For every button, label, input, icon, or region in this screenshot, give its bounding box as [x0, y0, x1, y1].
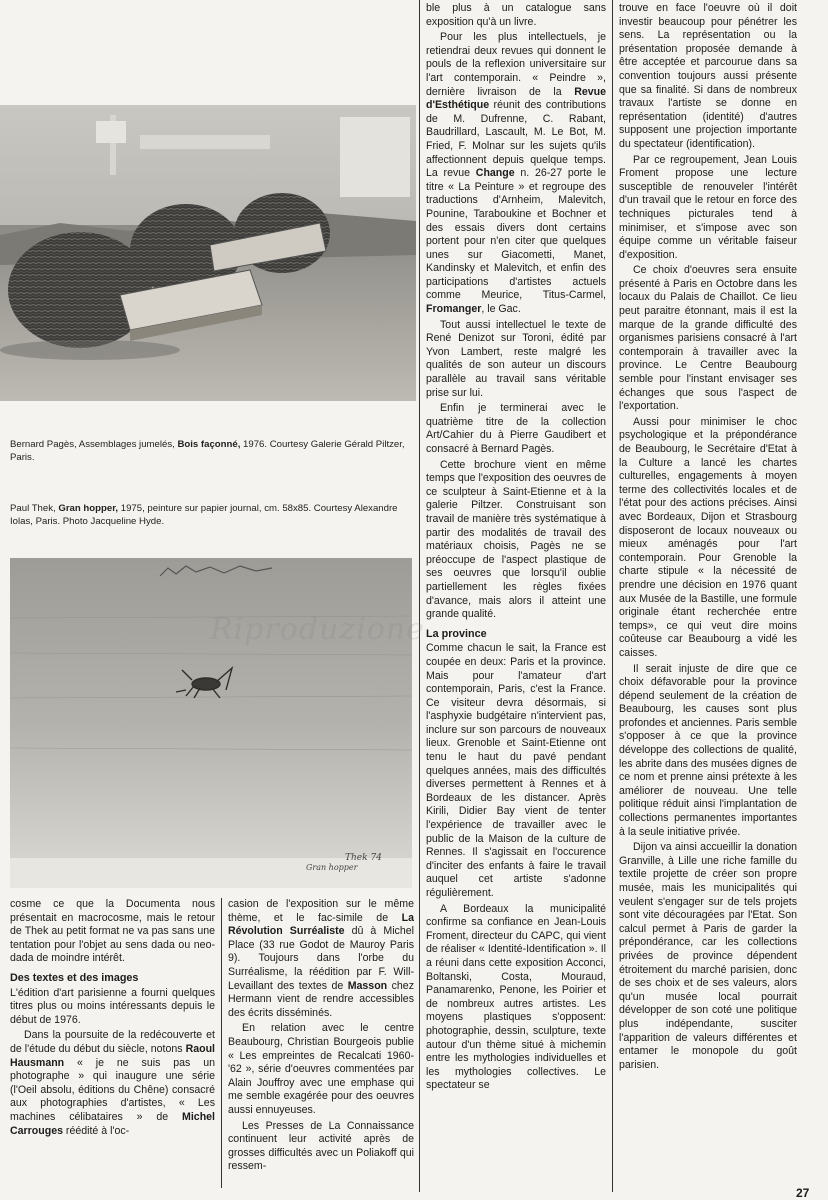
page-number: 27	[796, 1186, 810, 1200]
text-column-4	[619, 2, 797, 1192]
paragraph: Les Presses de La Connaissance continuent leur activité après de grosses difficultés avec un Poliakoff qui ressem-	[228, 1119, 414, 1173]
inscription-text: Gran hopper	[306, 863, 358, 872]
caption-title: Bois façonné,	[177, 439, 241, 450]
paragraph: ble plus à un catalogue sans exposition qu'à un livre.	[426, 2, 606, 28]
paragraph: Comme chacun le sait, la France est coupée en deux: Paris et la province. Mais pour l'amateur d'art contemporain, Paris, c'est la France. Ce visiteur devra désormais, si l'asphyxie budgétaire n'intervient pas, inclure sur son parcours de nouveaux lieux. Grenoble et Saint-Etienne ont tenu le haut du pavé pendant quelques années, mais des difficultés diverses permettent à Rennes et à Bordeaux de les distancer. Après Kirili, Didier Bay vient de tenter l'expérience de travailler avec le public de la Maison de la culture de Rennes. Il s'agissait en l'occurence d'inciter des enfants à faire le travail auquel cet artiste s'adonne régulièrement.	[426, 642, 606, 899]
photo-thek-gran-hopper	[10, 558, 412, 888]
caption-text: Bernard Pagès, Assemblages jumelés,	[10, 439, 178, 450]
caption-title: Gran hopper,	[58, 503, 119, 514]
watermark-text: Riproduzione	[210, 612, 425, 647]
signature-text: Thek 74	[345, 853, 382, 863]
section-heading-textes-images: Des textes et des images	[10, 971, 139, 984]
text-column-1	[10, 898, 215, 1190]
caption-text: 1975, peinture sur papier journal, cm. 58x85. Courtesy Alexandre Iolas, Paris. Photo Jacqueline Hyde.	[10, 503, 398, 527]
photo-thek-image	[10, 558, 412, 888]
paragraph: L'édition d'art parisienne a fourni quelques titres plus ou moins intéressants depuis le début de 1976.	[10, 986, 215, 1026]
column-divider	[419, 0, 420, 1192]
text-column-2	[228, 898, 414, 1190]
paragraph: Pour les plus intellectuels, je retiendrai deux revues qui donnent le pouls de la reflexion universitaire sur l'art contemporain. « Peindre », dernière livraison de la Revue d'Esthétique réunit des contributions de M. Dufrenne, C. Rabant, Baudrillard, Lascault, M. Le Bot, M. Fried, F. Molnar sur les sujets qu'ils affectionnent depuis quelque temps. La revue Change n. 26-27 porte le titre « La Peinture » et regroupe des traductions d'Arnheim, Malevitch, Pounine, Taraboukine et Bochner et des essais divers dont certains portent pour n'en citer que quelques unes sur Giacometti, Manet, Kandinsky et Malevitch, et enfin des participations d'artistes actuels comme Meurice, Titus-Carmel, Fromanger, le Gac.	[426, 31, 606, 316]
paragraph: trouve en face l'oeuvre où il doit investir beaucoup pour pénétrer les sens. La représentation ou la présentation proposée demande à être acceptée et parcourue dans sa convention toujours aussi présente que sa finalité. Si dans de nombreux travaux l'artiste se donne en représentation (identité) d'autres supposent une projection importante du spectateur (identification).	[619, 2, 797, 150]
paragraph: cosme ce que la Documenta nous présentait en macrocosme, mais le retour de Thek au petit format ne va pas sans une tentation pour l'objet au sens dada ou neo-dada de moindre intérêt.	[10, 898, 215, 965]
paragraph: Dans la poursuite de la redécouverte et de l'étude du début du siècle, notons Raoul Hausmann « je ne suis pas un photographe » qui inaugure une série (l'Oeil absolu, éditions du Chêne) consacré aux photographies d'artistes, « Les machines célibataires » de Michel Carrouges réédité à l'oc-	[10, 1029, 215, 1137]
caption-text: Paul Thek,	[10, 503, 59, 514]
paragraph: Aussi pour minimiser le choc psychologique et la prépondérance de Beaubourg, le Secrétaire d'Etat à la Culture a lancé les chartes culturelles, engagements à moyen terme des collectivités locales et de l'état pour des actions précises. Ainsi avec Bordeaux, Dijon et Strasbourg disposeront de locaux nouveaux ou mieux aménagés pour l'art contemporain. Pour Grenoble la charte stipule « la nécessité de prendre une décision en 1976 quant aux Musée de la Bastille, une formule originale étant recherchée entre temps», ce qui veut dire moins coûteuse car Beaubourg a vidé les caisses.	[619, 415, 797, 659]
column-divider	[221, 898, 222, 1188]
paragraph: Tout aussi intellectuel le texte de René Denizot sur Toroni, édité par Yvon Lambert, reste malgré les qualités de son auteur un discours parallèle au travail sans véritable prise sur lui.	[426, 318, 606, 399]
caption-text: 1976. Courtesy Galerie Gérald Piltzer, Paris.	[10, 439, 405, 463]
paragraph: Dijon va ainsi accueillir la donation Granville, à Lille une riche famille du textile projette de créer son propre musée, mais les municipalités qui veulent s'engager sur de tels projets sont vite découragées par l'Etat. Son calcul permet à Paris de garder la prépondérance, car les collections privées de province dépendent étroitement du marché parisien, donc de ses choix et de ses valeurs, alors qu'un musée local pourrait développer de son coté une politique plus indépendante, susciter l'apparition de valeurs différentes et entamer le monopole du goût parisien.	[619, 841, 797, 1071]
paragraph: Cette brochure vient en même temps que l'exposition des oeuvres de ce sculpteur à Saint-Etienne et à la galerie Piltzer. Construisant son travail de manière très systématique à partir des modalités de travail des matériaux choisis, Pagès ne se préoccupe de l'aspect plastique de ses oeuvres que lorsqu'il oublie partiellement les règles fixées d'avance, mais alors il atteint une grande qualité.	[426, 458, 606, 621]
paragraph: casion de l'exposition sur le même thème, et le fac-simile de La Révolution Surréaliste dû à Michel Place (33 rue Godot de Mauroy Paris 9). Toujours dans l'orbe du Surréalisme, la réédition par F. Will-Levaillant des textes de Masson chez Hermann vient de rendre accessibles des écrits disséminés.	[228, 898, 414, 1019]
paragraph: A Bordeaux la municipalité confirme sa confiance en Jean-Louis Froment, directeur du CAPC, qui vient de réaliser « Identité-Identification ». Il a réuni dans cette exposition Acconci, Boltanski, Costa, Mouraud, Panamarenko, Penone, les Poirier et de nombreux autres artistes. Les moyens plastiques s'opposent: photographie, dessin, sculpture, texte autour d'un thème situé à michemin entre les mythologies individuelles et les mythologies collectives. Le spectateur se	[426, 902, 606, 1092]
photo-pages-bois-faconne	[0, 105, 416, 401]
paragraph: Enfin je terminerai avec le quatrième titre de la collection Art/Cahier du à Pierre Gaudibert et consacré à Bernard Pagès.	[426, 402, 606, 455]
paragraph: Ce choix d'oeuvres sera ensuite présenté à Paris en Octobre dans les locaux du Palais de Chaillot. Ce lieu peut paraitre étonnant, mais il est la marque de la grande difficulté des organismes parisiens consacré à l'art contemporain à travailler avec la province. Le Centre Beaubourg semble pour l'instant envisager ses échanges que sous l'aspect de l'exportation.	[619, 264, 797, 413]
paragraph: En relation avec le centre Beaubourg, Christian Bourgeois publie « Les empreintes de Recalcati 1960-'62 », série d'oeuvres commentées par Alain Jouffroy avec une emphase qui me semble exagérée pour des oeuvres aussi ennuyeuses.	[228, 1022, 414, 1116]
text-column-3	[426, 2, 606, 1192]
section-heading-province: La province	[426, 627, 487, 640]
paragraph: Par ce regroupement, Jean Louis Froment propose une lecture susceptible de renouveler l'intérêt d'un travail que le retour en force des techniques picturales tend à minimiser, et s'impose avec son équipe comme un véritable faiseur d'exposition.	[619, 153, 797, 261]
photo-pages-caption	[10, 439, 410, 464]
paragraph: Il serait injuste de dire que ce choix défavorable pour la province dépend seulement de la création de Beaubourg, les causes sont plus profondes et anciennes. Paris semble s'opposer à ce que la province développe des collections de qualité, les abrite dans des musées dignes de ce nom et prenne ainsi prétexte à les améliorer de nouveau. Une telle politique réduit ainsi l'implantation de collections permanentes importantes à la seule initiative privée.	[619, 662, 797, 838]
photo-pages-image	[0, 105, 416, 401]
column-divider	[612, 0, 613, 1192]
photo-thek-caption	[10, 503, 410, 528]
